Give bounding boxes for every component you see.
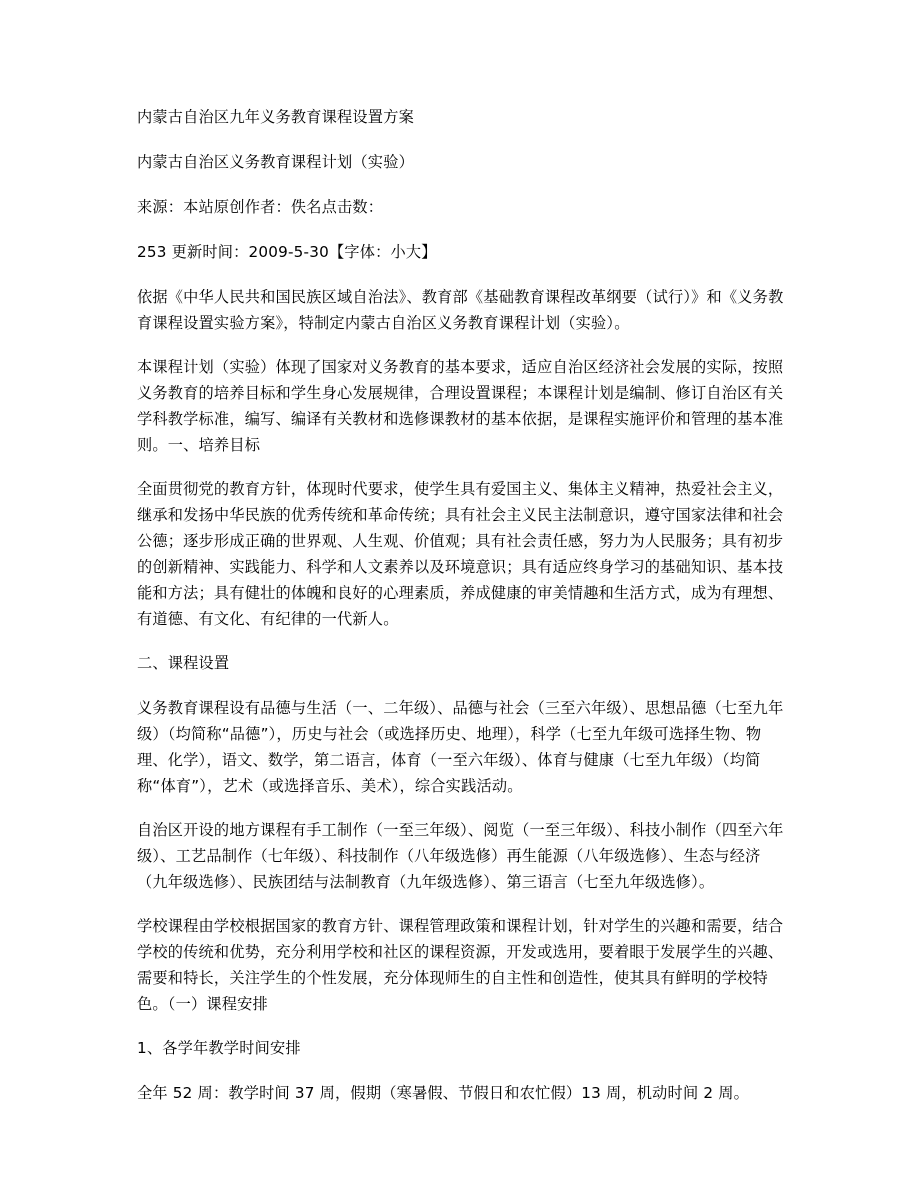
teaching-time-heading: 1、各学年教学时间安排: [137, 1039, 301, 1057]
basis-paragraph: 依据《中华人民共和国民族区域自治法》、教育部《基础教育课程改革纲要（试行）》和《义务教育课程设置实验方案》，特制定内蒙古自治区义务教育课程计划（实验）。: [137, 288, 784, 332]
annual-schedule-paragraph: 全年 52 周：教学时间 37 周，假期（寒暑假、节假日和农忙假）13 周，机动时间 2 周。: [137, 1084, 750, 1102]
update-time-line: 253 更新时间：2009-5-30【字体：小大】: [137, 243, 437, 261]
source-info-line: 来源：本站原创作者：佚名点击数：: [137, 198, 384, 216]
section-heading-curriculum: 二、课程设置: [137, 654, 230, 672]
plan-intro-paragraph: 本课程计划（实验）体现了国家对义务教育的基本要求，适应自治区经济社会发展的实际，按照义务教育的培养目标和学生身心发展规律，合理设置课程；本课程计划是编制、修订自治区有关学科教学标准，编写、编译有关教材和选修课教材的基本依据，是课程实施评价和管理的基本准则。一、培养目标: [137, 358, 784, 454]
document-subtitle: 内蒙古自治区义务教育课程计划（实验）: [137, 153, 414, 171]
document-title: 内蒙古自治区九年义务教育课程设置方案: [137, 108, 414, 126]
local-courses-paragraph: 自治区开设的地方课程有手工制作（一至三年级）、阅览（一至三年级）、科技小制作（四至六年级）、工艺品制作（七年级）、科技制作（八年级选修）再生能源（八年级选修）、生态与经济（九年级选修）、民族团结与法制教育（九年级选修）、第三语言（七至九年级选修）。: [137, 821, 784, 891]
school-courses-paragraph: 学校课程由学校根据国家的教育方针、课程管理政策和课程计划，针对学生的兴趣和需要，结合学校的传统和优势，充分利用学校和社区的课程资源，开发或选用，要着眼于发展学生的兴趣、需要和特长，关注学生的个性发展，充分体现师生的自主性和创造性，使其具有鲜明的学校特色。（一）课程安排: [137, 917, 784, 1013]
compulsory-courses-paragraph: 义务教育课程设有品德与生活（一、二年级）、品德与社会（三至六年级）、思想品德（七至九年级）（均简称“品德”），历史与社会（或选择历史、地理），科学（七至九年级可选择生物、物理、化学），语文、数学，第二语言，体育（一至六年级）、体育与健康（七至九年级）（均简称“体育”），艺术（或选择音乐、美术），综合实践活动。: [137, 699, 784, 795]
training-goals-paragraph: 全面贯彻党的教育方针，体现时代要求，使学生具有爱国主义、集体主义精神，热爱社会主义，继承和发扬中华民族的优秀传统和革命传统；具有社会主义民主法制意识，遵守国家法律和社会公德；逐步形成正确的世界观、人生观、价值观；具有社会责任感，努力为人民服务；具有初步的创新精神、实践能力、科学和人文素养以及环境意识；具有适应终身学习的基础知识、基本技能和方法；具有健壮的体魄和良好的心理素质，养成健康的审美情趣和生活方式，成为有理想、有道德、有文化、有纪律的一代新人。: [137, 480, 784, 628]
document-body: [137, 104, 787, 1125]
